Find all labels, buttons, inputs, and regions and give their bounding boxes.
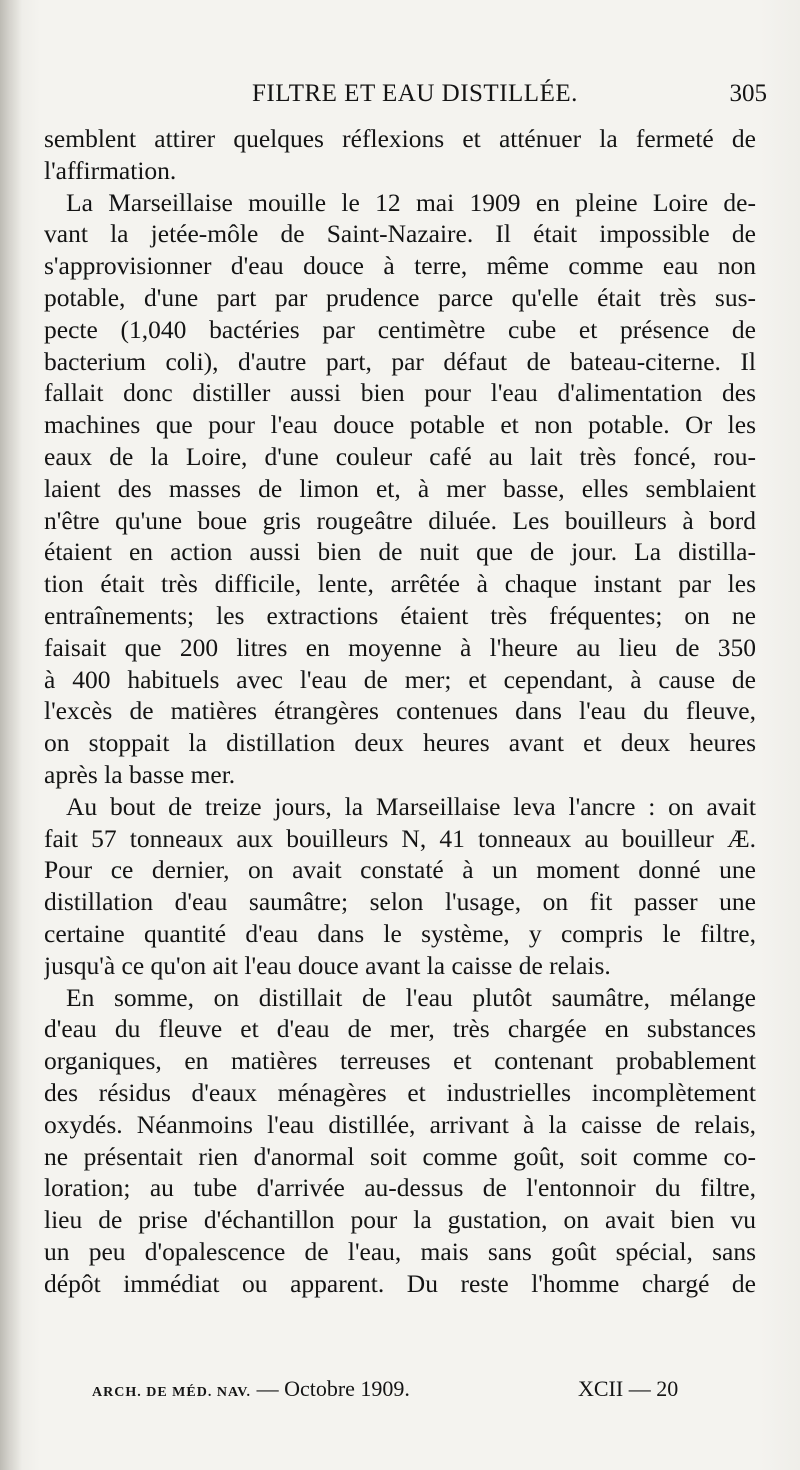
page-footer <box>0 1376 800 1406</box>
text-line: certaine quantité d'eau dans le système, y compris le filtre, <box>44 918 756 948</box>
signature-mark: XCII — 20 <box>578 1376 679 1401</box>
running-title: FILTRE ET EAU DISTILLÉE. <box>252 80 578 107</box>
text-line: Au bout de treize jours, la Marseillaise leva l'ancre : on avait <box>66 791 756 821</box>
text-line: lieu de prise d'échantillon pour la gustation, on avait bien vu <box>44 1205 756 1235</box>
text-line: un peu d'opalescence de l'eau, mais sans goût spécial, sans <box>44 1236 756 1266</box>
footer-journal <box>92 1376 410 1402</box>
text-line: La Marseillaise mouille le 12 mai 1909 en pleine Loire de- <box>66 187 756 217</box>
text-line: après la basse mer. <box>44 759 236 789</box>
text-line: organiques, en matières terreuses et contenant probablement <box>44 1046 756 1076</box>
page-number: 305 <box>729 80 767 107</box>
text-line: eaux de la Loire, d'une couleur café au lait très foncé, rou- <box>44 441 756 471</box>
text-line: ne présentait rien d'anormal soit comme goût, soit comme co- <box>44 1141 756 1171</box>
text-line: faisait que 200 litres en moyenne à l'heure au lieu de 350 <box>44 632 756 662</box>
text-line: l'excès de matières étrangères contenues dans l'eau du fleuve, <box>44 696 756 726</box>
text-line: étaient en action aussi bien de nuit que de jour. La distilla- <box>44 537 756 567</box>
text-line: machines que pour l'eau douce potable et non potable. Or les <box>44 410 756 440</box>
text-line: s'approvisionner d'eau douce à terre, même comme eau non <box>44 251 756 281</box>
text-line: potable, d'une part par prudence parce qu'elle était très sus- <box>44 282 756 312</box>
text-line: bacterium coli), d'autre part, par défaut de bateau-citerne. Il <box>44 346 756 376</box>
text-line: n'être qu'une boue gris rougeâtre diluée. Les bouilleurs à bord <box>44 505 756 535</box>
journal-abbreviation: ARCH. DE MÉD. NAV. <box>92 1385 252 1400</box>
text-line: En somme, on distillait de l'eau plutôt saumâtre, mélange <box>66 982 756 1012</box>
text-line: fait 57 tonneaux aux bouilleurs N, 41 tonneaux au bouilleur Æ. <box>44 823 756 853</box>
footer-date: Octobre 1909. <box>284 1376 410 1401</box>
text-line: des résidus d'eaux ménagères et industrielles incomplètement <box>44 1077 756 1107</box>
text-line: vant la jetée-môle de Saint-Nazaire. Il était impossible de <box>44 219 756 249</box>
page-spine-shadow <box>0 0 22 1470</box>
text-line: fallait donc distiller aussi bien pour l'eau d'alimentation des <box>44 378 756 408</box>
text-line: entraînements; les extractions étaient très fréquentes; on ne <box>44 600 756 630</box>
text-line: on stoppait la distillation deux heures avant et deux heures <box>44 728 756 758</box>
footer-separator: — <box>256 1376 279 1401</box>
text-line: oxydés. Néanmoins l'eau distillée, arrivant à la caisse de relais, <box>44 1109 756 1139</box>
text-line: laient des masses de limon et, à mer basse, elles semblaient <box>44 473 756 503</box>
text-line: distillation d'eau saumâtre; selon l'usage, on fit passer une <box>44 887 756 917</box>
body-text <box>44 123 756 1299</box>
text-line: loration; au tube d'arrivée au-dessus de l'entonnoir du filtre, <box>44 1173 756 1203</box>
text-line: pecte (1,040 bactéries par centimètre cube et présence de <box>44 314 756 344</box>
text-line: l'affirmation. <box>44 155 177 185</box>
text-line: d'eau du fleuve et d'eau de mer, très chargée en substances <box>44 1014 756 1044</box>
text-line: à 400 habituels avec l'eau de mer; et cependant, à cause de <box>44 664 756 694</box>
running-head <box>0 80 800 110</box>
text-line: Pour ce dernier, on avait constaté à un moment donné une <box>44 855 756 885</box>
text-line: jusqu'à ce qu'on ait l'eau douce avant la caisse de relais. <box>44 950 611 980</box>
text-line: tion était très difficile, lente, arrêtée à chaque instant par les <box>44 569 756 599</box>
text-line: dépôt immédiat ou apparent. Du reste l'homme chargé de <box>44 1268 756 1298</box>
text-line: semblent attirer quelques réflexions et atténuer la fermeté de <box>44 124 756 153</box>
